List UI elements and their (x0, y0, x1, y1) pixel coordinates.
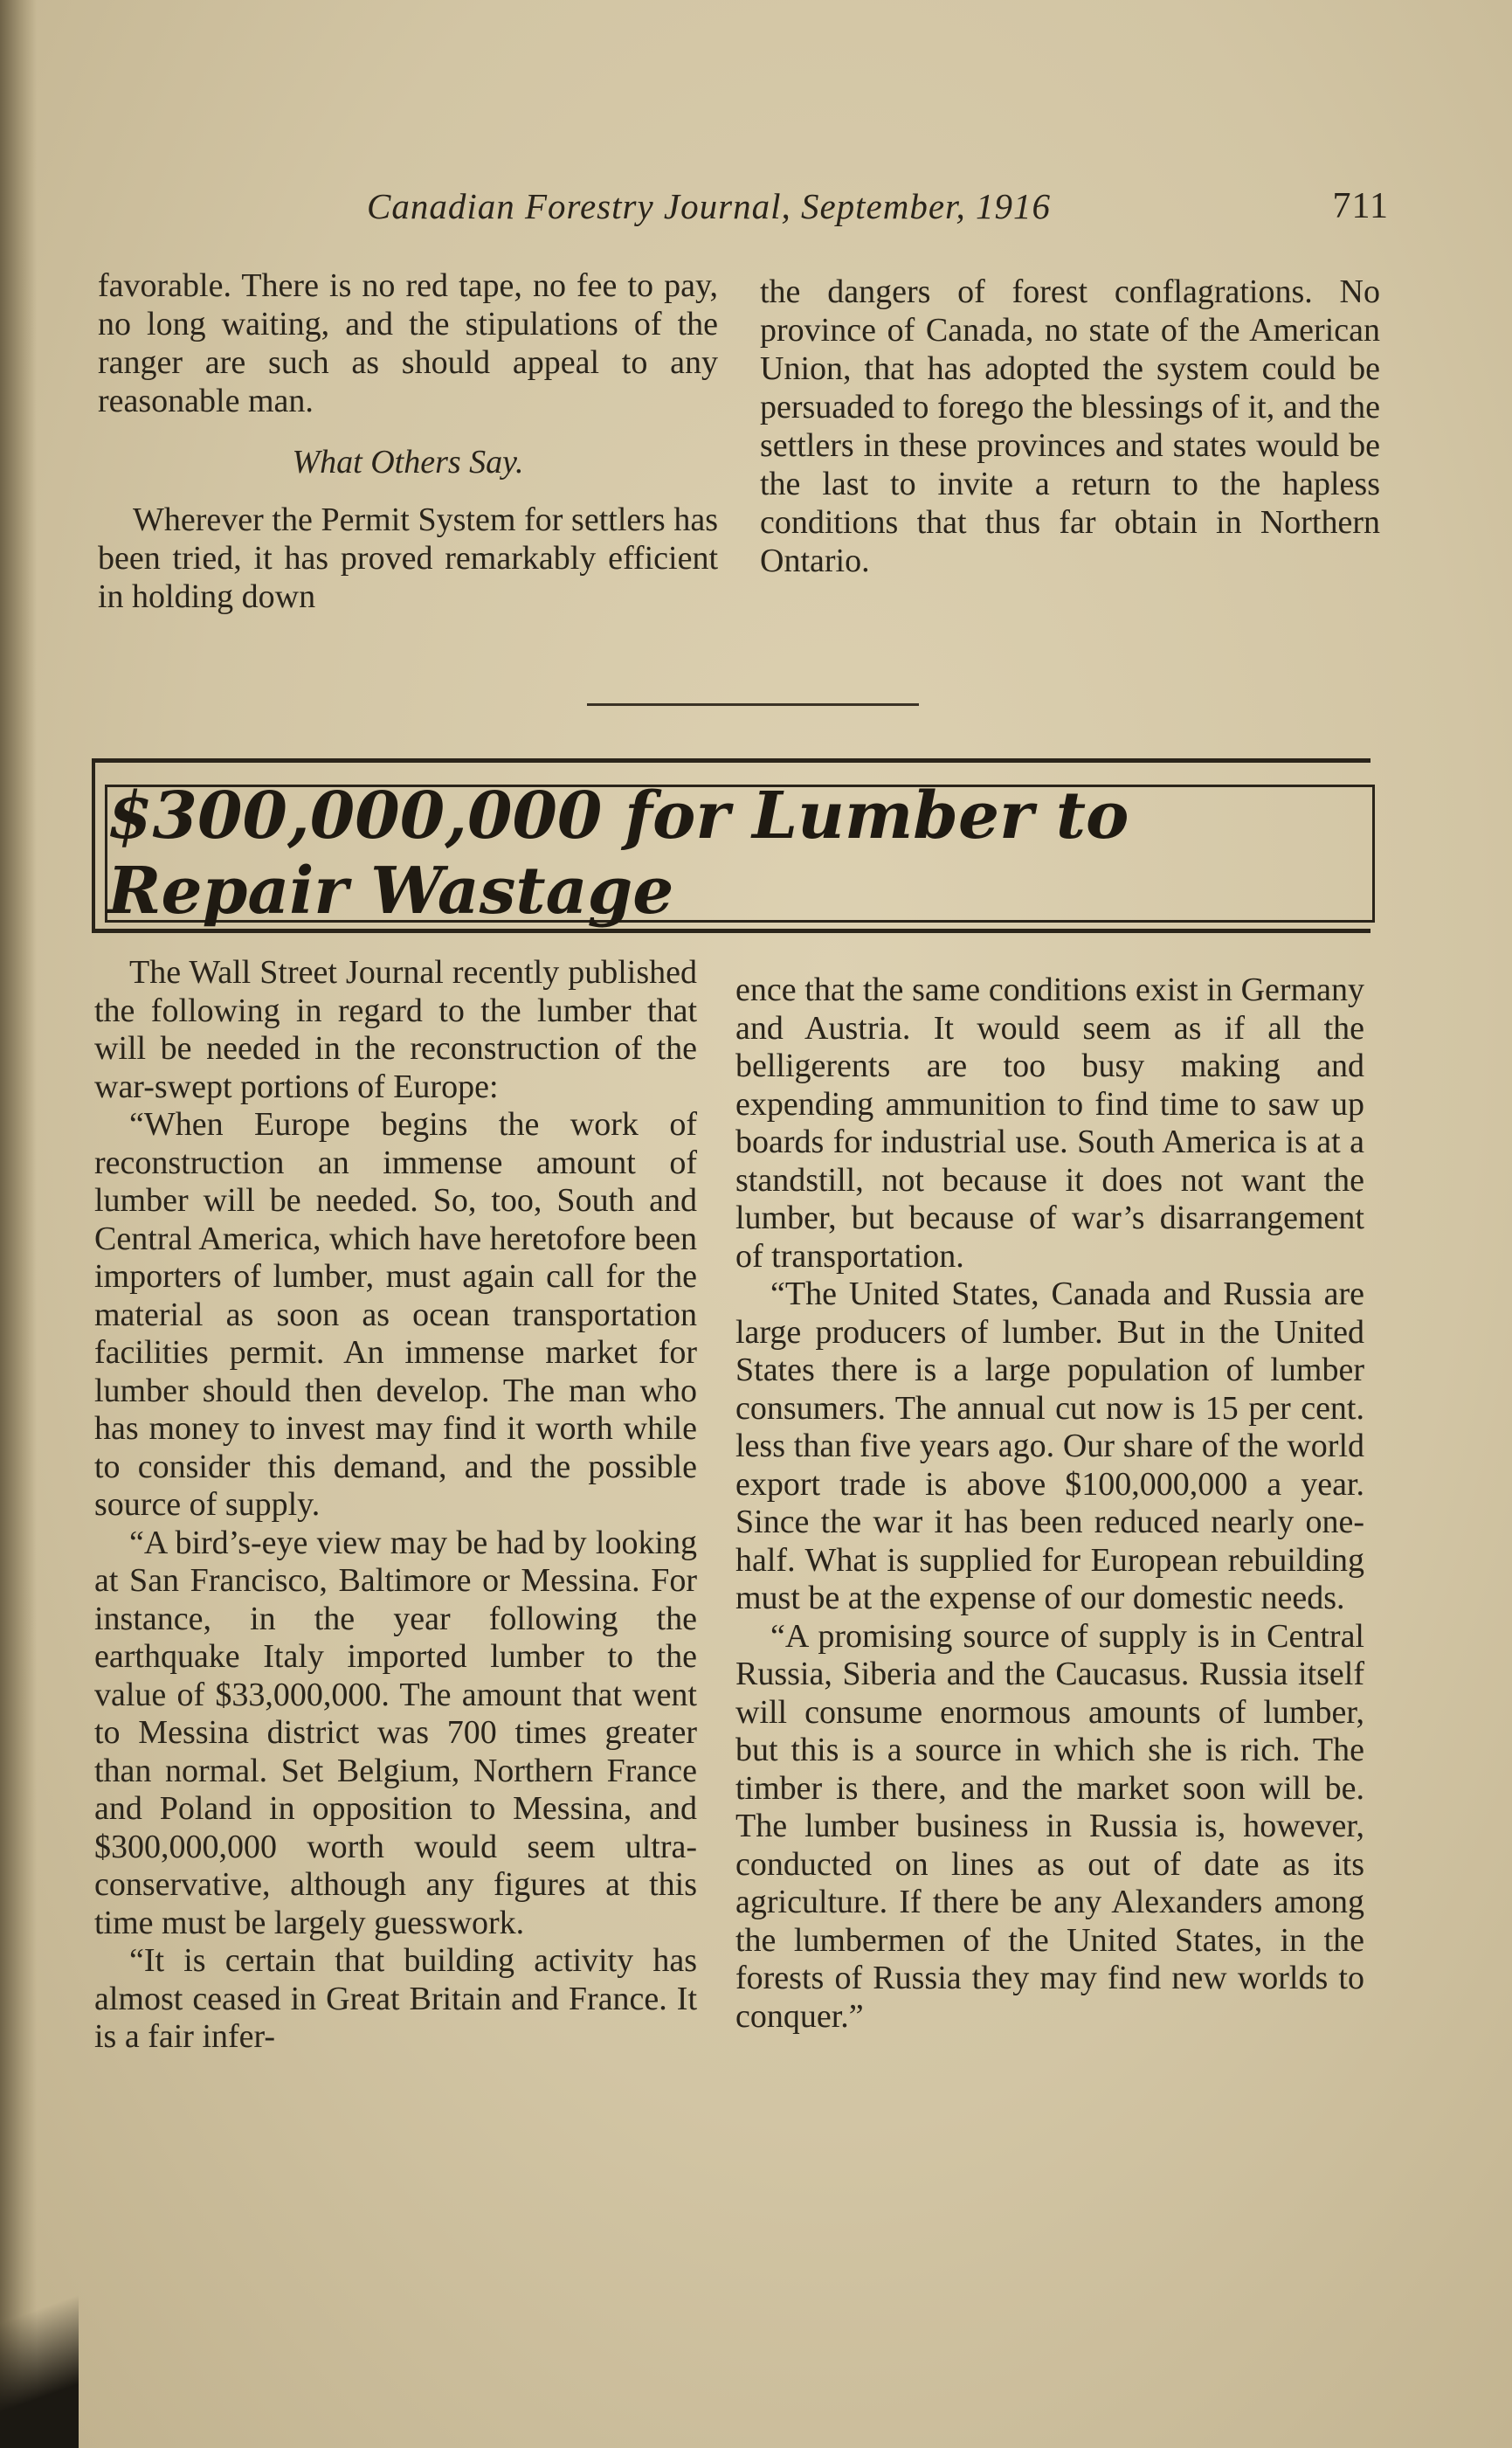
article-paragraph: The Wall Street Journal recently published the following in regard to the lumber that will be needed in the reconstruction of the war-swept portions of Europe: (94, 954, 697, 1105)
top-left-paragraph-2: Wherever the Permit System for settlers has been tried, it has proved remarkably efficient in holding down (98, 501, 718, 615)
section-subheading: What Others Say. (292, 444, 524, 481)
article-paragraph: “It is certain that building activity has almost ceased in Great Britain and France. It is a fair infer- (94, 1942, 697, 2055)
running-title: Canadian Forestry Journal, September, 1916 (367, 186, 1051, 226)
article-right-column (735, 972, 1364, 2036)
article-left-column (94, 954, 697, 2057)
binding-shadow (0, 0, 37, 2448)
article-paragraph: “A bird’s-eye view may be had by looking at San Francisco, Baltimore or Messina. For instance, in the year following the earthquake Italy imported lumber to the value of $33,000,000. The amount that went to Messina district was 700 times greater than normal. Set Belgium, Northern France and Poland in opposition to Messina, and $300,000,000 worth would seem ultra-conservative, although any figures at this time must be largely guesswork. (94, 1524, 697, 1941)
section-divider (587, 703, 919, 706)
page-corner-shadow (0, 2221, 79, 2448)
top-right-column (760, 273, 1380, 580)
page-number: 711 (1332, 186, 1389, 226)
running-header (367, 185, 1389, 238)
article-paragraph: ence that the same conditions exist in Germany and Austria. It would seem as if all the belligerents are too busy making and expending ammunition to find time to saw up boards for industrial use. South America is at a standstill, not because it does not want the lumber, but because of war’s disarrangement of transportation. (735, 972, 1364, 1275)
article-paragraph: “The United States, Canada and Russia are large producers of lumber. But in the United States there is a large population of lumber consumers. The annual cut now is 15 per cent. less than five years ago. Our share of the world export trade is above $100,000,000 a year. Since the war it has been reduced nearly one-half. What is supplied for European rebuilding must be at the expense of our domestic needs. (735, 1276, 1364, 1616)
headline-box (105, 778, 1375, 929)
article-paragraph: “When Europe begins the work of reconstruction an immense amount of lumber will be needed. So, too, South and Central America, which have heretofore been importers of lumber, must again call for the material as soon as ocean transportation facilities permit. An immense market for lumber should then develop. The man who has money to invest may find it worth while to consider this demand, and the possible source of supply. (94, 1106, 698, 1523)
article-paragraph: “A promising source of supply is in Central Russia, Siberia and the Caucasus. Russia itself will consume enormous amounts of lumber, but this is a source in which she is rich. The timber is there, and the market soon will be. The lumber business in Russia is, however, conducted on lines as out of date as its agriculture. If there be any Alexanders among the lumbermen of the United States, in the forests of Russia they may find new worlds to conquer.” (735, 1617, 1364, 2035)
top-left-paragraph-1: favorable. There is no red tape, no fee to pay, no long waiting, and the stipulations of the ranger are such as should appeal to any reasonable man. (98, 267, 718, 419)
article-headline: $300,000,000 for Lumber to Repair Wastage (107, 778, 1129, 929)
top-left-column (98, 266, 718, 616)
top-right-paragraph-1: the dangers of forest conflagrations. No province of Canada, no state of the American Union, that has adopted the system could be persuaded to forego the blessings of it, and the settlers in these provinces and states would be the last to invite a return to the hapless conditions that thus far obtain in Northern Ontario. (760, 273, 1380, 579)
